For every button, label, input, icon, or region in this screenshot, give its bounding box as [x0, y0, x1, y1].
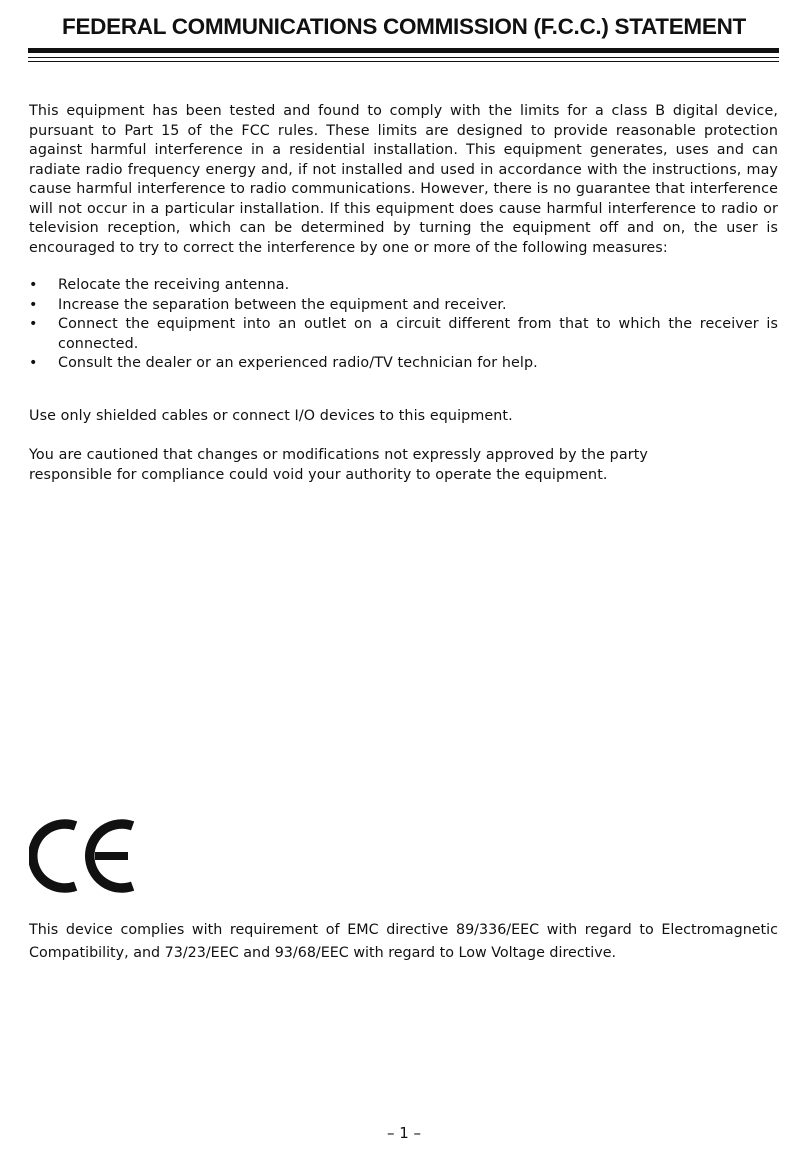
ce-mark-logo — [29, 818, 139, 894]
measure-text: Increase the separation between the equipment and receiver. — [58, 296, 507, 313]
caution-line: responsible for compliance could void your authority to operate the equipment. — [29, 466, 608, 483]
shielded-cables-note: Use only shielded cables or connect I/O devices to this equipment. — [29, 408, 513, 424]
caution-line: You are cautioned that changes or modifications not expressly approved by the party — [29, 447, 648, 463]
measure-text: Consult the dealer or an experienced radio/TV technician for help. — [58, 355, 538, 371]
bullet: • — [29, 277, 38, 293]
caution-paragraph — [29, 446, 778, 485]
title-rule-thick — [28, 48, 779, 53]
emc-directive-statement: This device complies with requirement of EMC directive 89/336/EEC with regard to Electromagnetic Compatibility, and 73/23/EEC and 93/68/EEC with regard to Low Voltage directive. — [29, 922, 778, 961]
bullet: • — [29, 316, 38, 332]
title-rule-thin — [28, 61, 779, 62]
bullet: • — [29, 296, 38, 313]
ce-letter-c — [33, 824, 76, 888]
measure-text: Connect the equipment into an outlet on a circuit different from that to which the receiver is connected. — [58, 316, 778, 352]
measure-text: Relocate the receiving antenna. — [58, 277, 290, 293]
measures-list — [29, 276, 778, 374]
fcc-intro-paragraph: This equipment has been tested and found to comply with the limits for a class B digital device, pursuant to Part 15 of the FCC rules. These limits are designed to provide reasonable protection against harmful interference in a residential installation. This equipment generates, uses and can radiate radio frequency energy and, if not installed and used in accordance with the instructions, may cause harmful interference to radio communications. However, there is no guarantee that interference will not occur in a particular installation. If this equipment does cause harmful interference to radio or television reception, which can be determined by turning the equipment off and on, the user is encouraged to try to correct the interference by one or more of the following measures: — [29, 103, 778, 256]
list-item — [29, 315, 778, 354]
list-item — [29, 296, 778, 316]
title-rule-thin — [28, 57, 779, 58]
page-number: – 1 – — [386, 1124, 422, 1142]
list-item — [29, 354, 778, 374]
list-item — [29, 276, 778, 296]
bullet: • — [29, 355, 38, 371]
page-title: FEDERAL COMMUNICATIONS COMMISSION (F.C.C.) STATEMENT — [62, 14, 746, 39]
